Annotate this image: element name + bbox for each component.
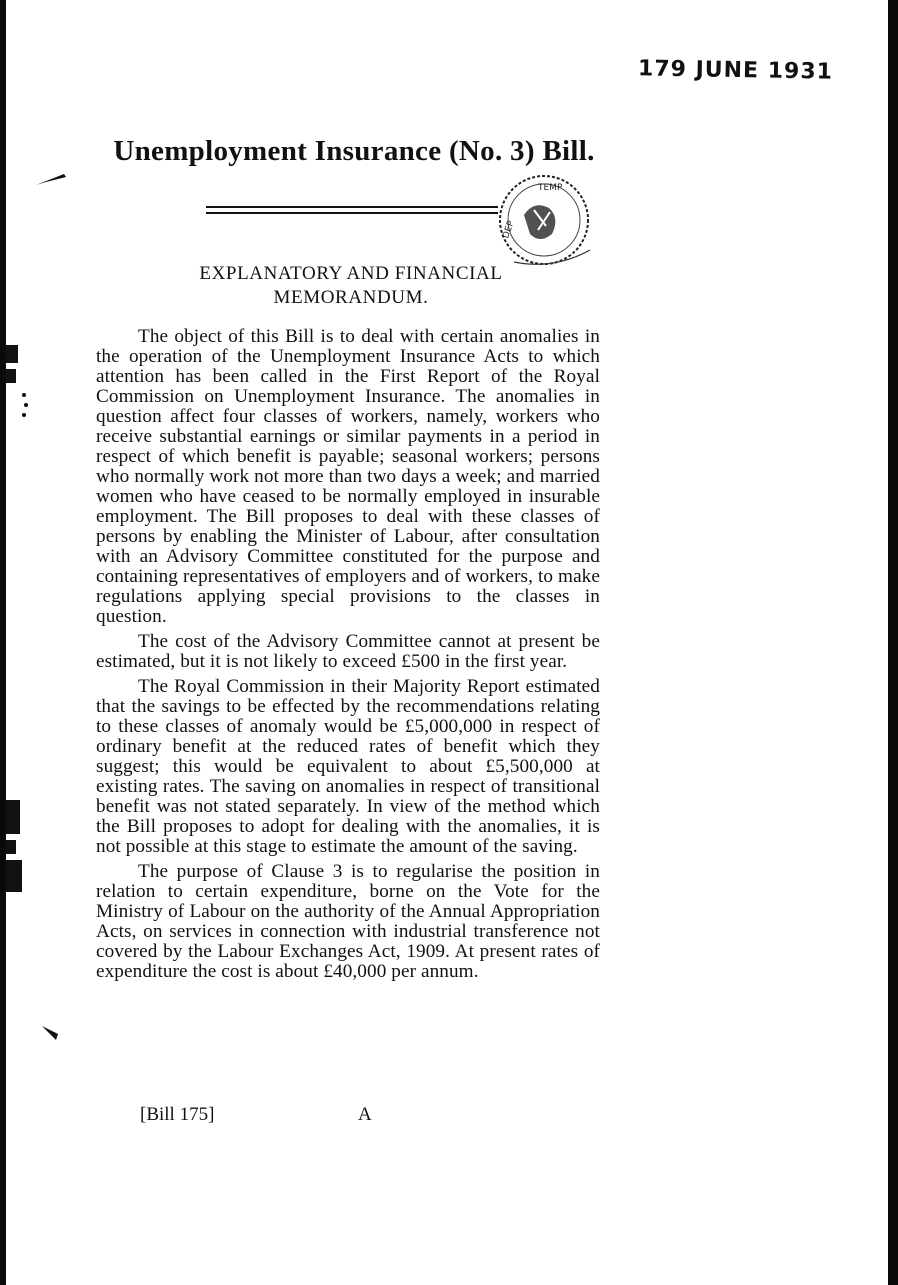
margin-tick-mark <box>40 1024 62 1044</box>
paragraph-clause-3: The purpose of Clause 3 is to regularise the position in relation to certain expenditure, borne on the Vote for the Ministry of Labour on the authority of the Annual Appropriation Acts, on services in connection with industrial transference not covered by the Labour Exchanges Act, 1909. At present rates of expenditure the cost is about £40,000 per annum. <box>96 861 600 982</box>
scan-edge-left <box>0 0 6 1285</box>
memorandum-heading-line1: EXPLANATORY AND FINANCIAL <box>199 263 503 284</box>
title-rule-upper <box>206 206 498 208</box>
signature-mark: A <box>358 1104 372 1125</box>
paragraph-royal-commission: The Royal Commission in their Majority Report estimated that the savings to be effected by the recommendations relating to these classes of anomaly would be £5,000,000 in respect of ordinary benefit at the reduced rates of benefit which they suggest; this would be equivalent to about £5,500,000 at existing rates. The saving on anomalies in respect of transitional benefit was not stated separately. In view of the method which the Bill proposes to adopt for dealing with the anomalies, it is not possible at this stage to estimate the amount of the saving. <box>96 676 600 857</box>
title-rule-lower <box>206 212 498 214</box>
scan-edge-right <box>888 0 898 1285</box>
seal-text-top: TEMP <box>538 183 563 193</box>
paragraph-object: The object of this Bill is to deal with certain anomalies in the operation of the Unemployment Insurance Acts to which attention has been called in the First Report of the Royal Commission on Unemployment Insurance. The anomalies in question affect four classes of workers, namely, workers who receive substantial earnings or similar payments in a period in respect of which benefit is payable; seasonal workers; persons who normally work not more than two days a week; and married women who have ceased to be normally employed in insurable employment. The Bill proposes to deal with these classes of persons by enabling the Minister of Labour, after consultation with an Advisory Committee constituted for the purpose and containing representatives of employers and of workers, to make regulations applying special provisions to the classes in question. <box>96 326 600 627</box>
binding-hole-marks <box>6 345 28 435</box>
memorandum-heading <box>176 262 526 310</box>
memorandum-body <box>96 327 600 987</box>
binding-hole-marks-lower <box>6 800 28 900</box>
date-stamp: 179 JUNE 1931 <box>637 56 834 85</box>
bill-title: Unemployment Insurance (No. 3) Bill. <box>113 135 595 167</box>
paragraph-committee-cost: The cost of the Advisory Committee cannot at present be estimated, but it is not likely to exceed £500 in the first year. <box>96 631 600 672</box>
memorandum-heading-line2: MEMORANDUM. <box>273 287 429 308</box>
seal-text-side: DEP <box>501 219 517 241</box>
margin-arrow-mark <box>34 170 68 190</box>
bill-reference: [Bill 175] <box>140 1104 215 1125</box>
library-seal <box>494 170 592 270</box>
